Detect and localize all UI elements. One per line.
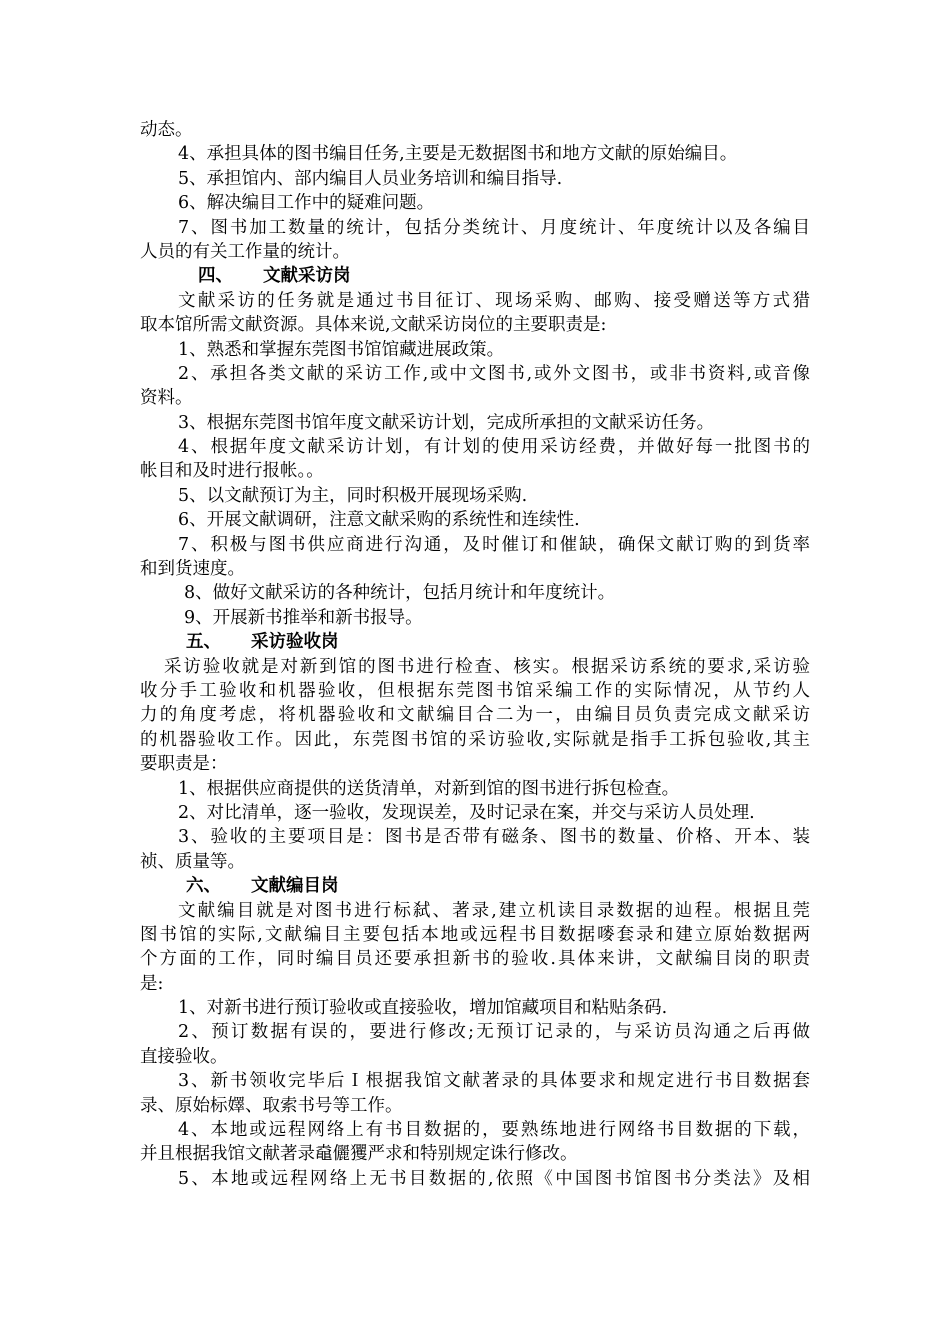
list-item: 2、预订数据有误的，要进行修改;无预订记录的，与采访员沟通之后再做 <box>178 1022 810 1043</box>
list-item: 1、根据供应商提供的送货清单，对新到馆的图书进行拆包检查。 <box>178 778 680 799</box>
text-line: 动态。 <box>140 120 193 140</box>
section-heading-4 <box>140 264 810 288</box>
text-line: 的机器验收工作。因此，东莞图书馆的采访验收,实际就是指手工拆包验收,其主 <box>140 729 810 750</box>
heading-title: 文献采访岗 <box>263 266 351 287</box>
text-line: 力的角度考虑，将机器验收和文献编目合二为一，由编目员负责完成文献采访 <box>140 705 810 726</box>
list-item: 4、本地或远程网络上有书目数据的，要熟练地进行网络书目数据的下载， <box>178 1120 810 1141</box>
list-item: 1、熟悉和掌握东莞图书馆馆藏进展政策。 <box>178 339 505 360</box>
list-item: 3、验收的主要项目是：图书是否带有磁条、图书的数量、价格、开本、装 <box>178 827 810 848</box>
text-line: 个方面的工作，同时编目员还要承担新书的验收.具体来讲，文献编目岗的职责 <box>140 949 810 970</box>
section-heading-6 <box>140 874 810 898</box>
text-line: 帐目和及时进行报帐。。 <box>140 461 324 482</box>
text-line: 祯、质量等。 <box>140 851 245 872</box>
list-item: 2、承担各类文献的采访工作,或中文图书,或外文图书，或非书资料,或音像 <box>178 363 810 384</box>
heading-number: 四、 <box>198 266 233 287</box>
text-line: 直接验收。 <box>140 1046 228 1067</box>
heading-number: 六、 <box>186 876 221 897</box>
list-item: 6、解决编目工作中的疑难问题。 <box>178 193 435 214</box>
paragraph-line: 文献编目就是对图书进行标弑、著录,建立机读目录数据的辿程。根据且莞 <box>178 900 810 921</box>
list-item: 9、开展新书推举和新书报导。 <box>184 607 423 628</box>
text-line: 图书馆的实际,文献编目主要包括本地或远程书目数据嘜套录和建立原始数据两 <box>140 924 810 945</box>
list-item: 1、对新书进行预订验收或直接验收，增加馆藏项目和粘贴条码. <box>178 998 668 1019</box>
list-item: 4、承担具体的图书编目任务,主要是无数据图书和地方文献的原始编目。 <box>178 144 738 165</box>
text-line: 录、原始标嬕、取索书号等工作。 <box>140 1095 403 1116</box>
list-item: 7、积极与图书供应商进行沟通，及时催订和催缺，确保文献订购的到货率 <box>178 534 810 555</box>
list-item: 3、根据东莞图书馆年度文献采访计划，完成所承担的文献采访任务。 <box>178 412 715 433</box>
list-item: 6、开展文献调研，注意文献采购的系统性和连续性. <box>178 510 580 531</box>
list-item: 7、图书加工数量的统计，包括分类统计、月度统计、年度统计以及各编目 <box>178 217 810 238</box>
text-line: 和到货速度。 <box>140 559 245 580</box>
text-line: 人员的有关工作量的统计。 <box>140 241 350 262</box>
list-item: 4、根据年度文献采访计划，有计划的使用采访经费，并做好每一批图书的 <box>178 437 810 458</box>
heading-number: 五、 <box>186 632 221 653</box>
paragraph-line: 采访验收就是对新到馆的图书进行检查、核实。根据采访系统的要求,采访验 <box>164 656 810 677</box>
list-item: 2、对比清单，逐一验收，发现误差，及时记录在案，并交与采访人员处理. <box>178 802 755 823</box>
paragraph-line: 文献采访的任务就是通过书目征订、现场采购、邮购、接受赠送等方式猎 <box>178 290 810 311</box>
text-line: 要职责是： <box>140 754 228 775</box>
section-heading-5 <box>140 630 810 654</box>
text-line: 收分手工验收和机器验收，但根据东莞图书馆采编工作的实际情况，从节约人 <box>140 680 810 701</box>
list-item: 5、以文献预订为主，同时积极开展现场采购. <box>178 485 528 506</box>
list-item: 5、本地或远程网络上无书目数据的,依照《中国图书馆图书分类法》及相 <box>178 1168 810 1189</box>
text-line: 并且根据我馆文献著录鼀儷玃严求和特别规定诛行修改。 <box>140 1144 578 1165</box>
heading-title: 文献编目岗 <box>251 876 339 897</box>
list-item: 8、做好文献采访的各种统计，包括月统计和年度统计。 <box>184 583 616 604</box>
heading-title: 采访验收岗 <box>251 632 339 653</box>
text-line: 是: <box>140 973 164 994</box>
text-line: 资料。 <box>140 388 193 409</box>
list-item: 3、新书领收完毕后Ｉ根据我馆文献著录的具体要求和规定进行书目数据套 <box>178 1071 810 1092</box>
list-item: 5、承担馆内、部内编目人员业务培训和编目指导. <box>178 168 563 189</box>
text-line: 取本馆所需文献资源。具体来说,文献采访岗位的主要职责是: <box>140 315 607 336</box>
